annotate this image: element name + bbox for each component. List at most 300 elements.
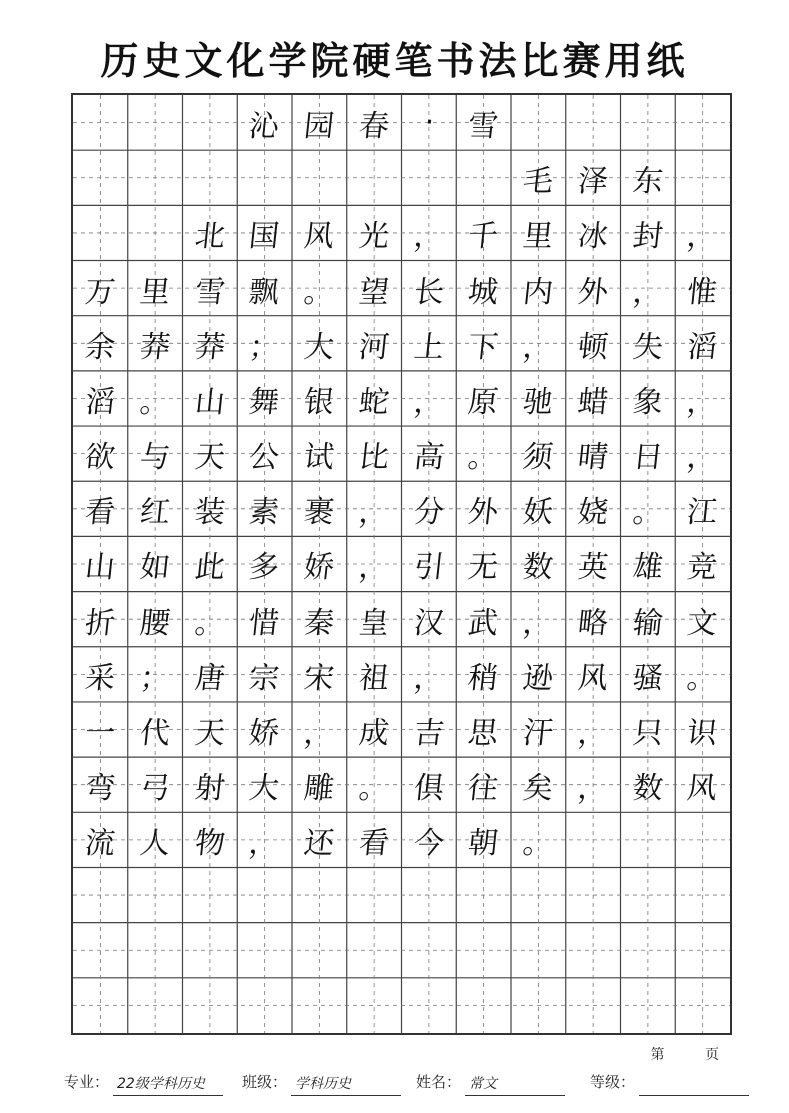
handwritten-character: 矣 bbox=[521, 770, 555, 806]
grid-cell bbox=[456, 261, 511, 316]
grid-cell bbox=[183, 812, 238, 867]
handwritten-character: 顿 bbox=[575, 329, 610, 365]
grid-cell bbox=[566, 978, 621, 1033]
grid-cell bbox=[237, 261, 292, 316]
grid-cell bbox=[183, 867, 238, 922]
handwritten-character bbox=[234, 150, 295, 205]
grid-cell bbox=[347, 371, 402, 426]
grid-cell bbox=[402, 261, 457, 316]
writing-grid bbox=[71, 93, 732, 1035]
grid-cell bbox=[292, 812, 347, 867]
grid-cell bbox=[183, 261, 238, 316]
grid-cell bbox=[347, 426, 402, 481]
grid-cell bbox=[566, 923, 621, 978]
grid-cell bbox=[511, 481, 566, 536]
grid-cell bbox=[511, 592, 566, 647]
grid-cell bbox=[347, 481, 402, 536]
grid-cell bbox=[675, 867, 730, 922]
handwritten-character: 比 bbox=[356, 439, 391, 475]
grid-cell bbox=[675, 812, 730, 867]
grid-cell bbox=[402, 95, 457, 150]
handwritten-character: 还 bbox=[302, 825, 336, 861]
handwritten-character: 园 bbox=[302, 108, 336, 144]
handwritten-character bbox=[234, 978, 295, 1033]
handwritten-character: ， bbox=[356, 494, 391, 530]
handwritten-character: 北 bbox=[192, 218, 227, 254]
grid-cell bbox=[511, 702, 566, 757]
grid-cell bbox=[73, 592, 128, 647]
grid-cell bbox=[347, 316, 402, 371]
grid-cell bbox=[237, 978, 292, 1033]
handwritten-character: 高 bbox=[411, 439, 446, 475]
handwritten-character: 看 bbox=[83, 494, 117, 530]
handwritten-character: 原 bbox=[466, 384, 501, 420]
handwritten-character: 今 bbox=[411, 825, 446, 861]
grid-cell bbox=[402, 536, 457, 591]
handwritten-character: 风 bbox=[575, 660, 610, 696]
handwritten-character bbox=[70, 95, 131, 150]
grid-cell bbox=[183, 647, 238, 702]
handwritten-character bbox=[563, 95, 624, 150]
major-label: 专业： bbox=[64, 1073, 110, 1091]
handwritten-character: 。 bbox=[137, 384, 172, 420]
handwritten-character bbox=[180, 150, 241, 205]
grid-cell bbox=[237, 702, 292, 757]
grid-cell bbox=[621, 481, 676, 536]
handwritten-character: 下 bbox=[466, 329, 501, 365]
grid-cell bbox=[621, 867, 676, 922]
grid-cell bbox=[566, 371, 621, 426]
handwritten-character bbox=[125, 978, 186, 1033]
handwritten-character: ， bbox=[521, 605, 555, 641]
grid-cell bbox=[402, 812, 457, 867]
grid-cell bbox=[456, 95, 511, 150]
handwritten-character: 。 bbox=[302, 274, 336, 310]
grid-cell bbox=[347, 536, 402, 591]
handwritten-character: 红 bbox=[137, 494, 172, 530]
grid-cell bbox=[128, 481, 183, 536]
handwritten-character bbox=[125, 867, 186, 922]
handwritten-character: 人 bbox=[137, 825, 172, 861]
grid-cell bbox=[675, 316, 730, 371]
handwritten-character bbox=[453, 978, 514, 1033]
grid-cell bbox=[566, 150, 621, 205]
handwritten-character bbox=[180, 923, 241, 978]
handwritten-character bbox=[70, 867, 131, 922]
grid-cell bbox=[292, 757, 347, 812]
handwritten-character: 余 bbox=[83, 329, 117, 365]
handwritten-character: 。 bbox=[466, 439, 501, 475]
grid-cell bbox=[128, 812, 183, 867]
handwritten-character: ， bbox=[575, 715, 610, 751]
handwritten-character: 弯 bbox=[83, 770, 117, 806]
grid-cell bbox=[237, 923, 292, 978]
grid-cell bbox=[456, 536, 511, 591]
handwritten-character bbox=[180, 95, 241, 150]
grid-cell bbox=[237, 481, 292, 536]
handwritten-character: 蜡 bbox=[575, 384, 610, 420]
handwritten-character: 数 bbox=[630, 770, 665, 806]
handwritten-character: 内 bbox=[521, 274, 555, 310]
grid-cell bbox=[402, 647, 457, 702]
grid-cell bbox=[292, 923, 347, 978]
handwritten-character: 略 bbox=[575, 605, 610, 641]
handwritten-character: 引 bbox=[411, 549, 446, 585]
handwritten-character: ， bbox=[356, 549, 391, 585]
handwritten-character: 大 bbox=[247, 770, 282, 806]
handwritten-character: 骚 bbox=[630, 660, 665, 696]
handwritten-character: ， bbox=[521, 329, 555, 365]
grid-cell bbox=[402, 923, 457, 978]
handwritten-character bbox=[399, 923, 460, 978]
grid-cell bbox=[128, 536, 183, 591]
handwritten-character: 射 bbox=[192, 770, 227, 806]
handwritten-character bbox=[672, 150, 733, 205]
handwritten-character bbox=[180, 867, 241, 922]
grid-cell bbox=[402, 205, 457, 260]
grid-cell bbox=[347, 150, 402, 205]
handwritten-character bbox=[453, 150, 514, 205]
grade-label: 等级： bbox=[590, 1073, 636, 1091]
grid-cell bbox=[675, 261, 730, 316]
grid-cell bbox=[621, 592, 676, 647]
handwritten-character: 冰 bbox=[575, 218, 610, 254]
grid-cell bbox=[511, 205, 566, 260]
grid-cell bbox=[237, 95, 292, 150]
grid-cell bbox=[675, 757, 730, 812]
handwritten-character: 宋 bbox=[302, 660, 336, 696]
handwritten-character: 稍 bbox=[466, 660, 501, 696]
handwritten-character bbox=[399, 978, 460, 1033]
grid-cell bbox=[237, 536, 292, 591]
handwritten-character bbox=[125, 95, 186, 150]
handwritten-character: ， bbox=[247, 825, 282, 861]
grid-cell bbox=[73, 261, 128, 316]
grid-cell bbox=[675, 702, 730, 757]
handwritten-character: 只 bbox=[630, 715, 665, 751]
grid-cell bbox=[347, 647, 402, 702]
grid-cell bbox=[621, 812, 676, 867]
grid-cell bbox=[237, 647, 292, 702]
handwritten-character bbox=[508, 867, 569, 922]
handwritten-character: 折 bbox=[83, 605, 117, 641]
handwritten-character bbox=[125, 923, 186, 978]
grid-cell bbox=[456, 150, 511, 205]
handwritten-character bbox=[344, 978, 405, 1033]
handwritten-character: 腰 bbox=[137, 605, 172, 641]
handwritten-character: 须 bbox=[521, 439, 555, 475]
handwritten-character bbox=[289, 923, 350, 978]
grid-cell bbox=[675, 205, 730, 260]
handwritten-character bbox=[125, 205, 186, 260]
grid-cell bbox=[402, 702, 457, 757]
handwritten-character: 河 bbox=[356, 329, 391, 365]
handwritten-character bbox=[672, 978, 733, 1033]
grade-field bbox=[590, 1068, 749, 1096]
grade-value bbox=[639, 1072, 749, 1096]
handwritten-character: 识 bbox=[685, 715, 720, 751]
grid-cell bbox=[675, 923, 730, 978]
grid-cell bbox=[237, 426, 292, 481]
grid-cell bbox=[402, 867, 457, 922]
grid-cell bbox=[675, 95, 730, 150]
handwritten-character: 光 bbox=[356, 218, 391, 254]
grid-cell bbox=[73, 923, 128, 978]
handwritten-character: 。 bbox=[521, 825, 555, 861]
grid-cell bbox=[402, 150, 457, 205]
grid-cell bbox=[347, 261, 402, 316]
handwritten-character: 银 bbox=[302, 384, 336, 420]
handwritten-character: 与 bbox=[137, 439, 172, 475]
handwritten-character bbox=[70, 205, 131, 260]
grid-cell bbox=[511, 812, 566, 867]
handwritten-character: 娇 bbox=[247, 715, 282, 751]
grid-cell bbox=[456, 867, 511, 922]
grid-cell bbox=[128, 371, 183, 426]
handwritten-character: 。 bbox=[356, 770, 391, 806]
handwritten-character: 吉 bbox=[411, 715, 446, 751]
grid-cell bbox=[73, 978, 128, 1033]
handwritten-character: 物 bbox=[192, 825, 227, 861]
major-field bbox=[64, 1068, 223, 1096]
grid-cell bbox=[621, 978, 676, 1033]
grid-cell bbox=[456, 812, 511, 867]
grid-cell bbox=[456, 205, 511, 260]
handwritten-character: 失 bbox=[630, 329, 665, 365]
grid-cell bbox=[73, 426, 128, 481]
grid-cell bbox=[183, 481, 238, 536]
grid-cell bbox=[73, 95, 128, 150]
grid-cell bbox=[511, 978, 566, 1033]
handwritten-character bbox=[289, 978, 350, 1033]
grid-cell bbox=[237, 205, 292, 260]
grid-cell bbox=[511, 371, 566, 426]
grid-cell bbox=[621, 426, 676, 481]
grid-cell bbox=[128, 316, 183, 371]
handwritten-character bbox=[672, 95, 733, 150]
handwritten-character: 惜 bbox=[247, 605, 282, 641]
grid-cell bbox=[128, 978, 183, 1033]
handwritten-character: 雪 bbox=[192, 274, 227, 310]
handwritten-character bbox=[399, 150, 460, 205]
grid-cell bbox=[73, 812, 128, 867]
handwritten-character: 采 bbox=[83, 660, 117, 696]
handwritten-character bbox=[344, 923, 405, 978]
grid-cell bbox=[566, 95, 621, 150]
handwritten-character: 数 bbox=[521, 549, 555, 585]
handwritten-character: 试 bbox=[302, 439, 336, 475]
grid-cell bbox=[347, 205, 402, 260]
grid-cell bbox=[402, 978, 457, 1033]
grid-cell bbox=[621, 757, 676, 812]
handwritten-character bbox=[563, 812, 624, 867]
handwritten-character bbox=[672, 812, 733, 867]
grid-cell bbox=[456, 702, 511, 757]
handwritten-character bbox=[618, 812, 679, 867]
handwritten-character bbox=[508, 95, 569, 150]
grid-cell bbox=[675, 426, 730, 481]
handwritten-character: 国 bbox=[247, 218, 282, 254]
grid-cell bbox=[621, 205, 676, 260]
handwritten-character: 宗 bbox=[247, 660, 282, 696]
grid-cell bbox=[128, 95, 183, 150]
handwritten-character: 东 bbox=[630, 163, 665, 199]
handwritten-character: 望 bbox=[356, 274, 391, 310]
grid-cell bbox=[73, 647, 128, 702]
grid-cell bbox=[347, 702, 402, 757]
handwritten-character: ， bbox=[685, 384, 720, 420]
handwritten-character: 英 bbox=[575, 549, 610, 585]
handwritten-character: ， bbox=[685, 439, 720, 475]
grid-cell bbox=[237, 592, 292, 647]
grid-cell bbox=[511, 536, 566, 591]
handwritten-character: 唐 bbox=[192, 660, 227, 696]
grid-cell bbox=[237, 316, 292, 371]
handwritten-character: 风 bbox=[302, 218, 336, 254]
grid-cell bbox=[566, 205, 621, 260]
grid-cell bbox=[183, 150, 238, 205]
handwritten-character: 舞 bbox=[247, 384, 282, 420]
grid-cell bbox=[183, 371, 238, 426]
handwritten-character bbox=[618, 978, 679, 1033]
grid-cell bbox=[292, 205, 347, 260]
handwritten-character bbox=[618, 95, 679, 150]
grid-cell bbox=[347, 95, 402, 150]
grid-cell bbox=[456, 316, 511, 371]
grid-cell bbox=[456, 426, 511, 481]
grid-cell bbox=[128, 426, 183, 481]
handwritten-character: 山 bbox=[83, 549, 117, 585]
grid-cell bbox=[347, 867, 402, 922]
handwritten-character: 娇 bbox=[302, 549, 336, 585]
handwritten-character: ， bbox=[411, 660, 446, 696]
grid-cell bbox=[621, 95, 676, 150]
grid-cell bbox=[73, 867, 128, 922]
handwritten-character: 裹 bbox=[302, 494, 336, 530]
grid-cell bbox=[621, 702, 676, 757]
grid-cell bbox=[292, 536, 347, 591]
grid-cell bbox=[292, 702, 347, 757]
grid-cell bbox=[511, 426, 566, 481]
handwritten-character: 俱 bbox=[411, 770, 446, 806]
grid-cell bbox=[128, 702, 183, 757]
handwritten-character: 万 bbox=[83, 274, 117, 310]
handwritten-character: ， bbox=[302, 715, 336, 751]
handwritten-character: 日 bbox=[630, 439, 665, 475]
grid-cell bbox=[237, 757, 292, 812]
handwritten-character bbox=[563, 867, 624, 922]
grid-cell bbox=[183, 923, 238, 978]
handwritten-character: 江 bbox=[685, 494, 720, 530]
handwritten-character: 公 bbox=[247, 439, 282, 475]
grid-cell bbox=[566, 867, 621, 922]
handwritten-character: 惟 bbox=[685, 274, 720, 310]
handwritten-character: 。 bbox=[630, 494, 665, 530]
handwritten-character: 滔 bbox=[685, 329, 720, 365]
grid-cell bbox=[292, 426, 347, 481]
grid-cell bbox=[292, 261, 347, 316]
grid-cell bbox=[566, 702, 621, 757]
grid-cell bbox=[183, 702, 238, 757]
grid-cell bbox=[292, 316, 347, 371]
handwritten-character: 逊 bbox=[521, 660, 555, 696]
handwritten-character: ， bbox=[685, 218, 720, 254]
grid-cell bbox=[73, 702, 128, 757]
grid-cell bbox=[237, 150, 292, 205]
handwritten-character: 一 bbox=[83, 715, 117, 751]
grid-cell bbox=[566, 316, 621, 371]
grid-cell bbox=[621, 371, 676, 426]
grid-cell bbox=[292, 95, 347, 150]
grid-cell bbox=[511, 867, 566, 922]
page-number-label: 第 页 bbox=[650, 1047, 737, 1063]
class-label: 班级： bbox=[242, 1073, 288, 1091]
grid-cell bbox=[566, 592, 621, 647]
grid-cell bbox=[456, 647, 511, 702]
grid-cell bbox=[292, 867, 347, 922]
grid-cell bbox=[183, 316, 238, 371]
grid-cell bbox=[675, 481, 730, 536]
grid-cell bbox=[511, 647, 566, 702]
grid-cell bbox=[292, 592, 347, 647]
handwritten-character: 如 bbox=[137, 549, 172, 585]
grid-cell bbox=[347, 978, 402, 1033]
handwritten-character: 里 bbox=[137, 274, 172, 310]
handwritten-character: 天 bbox=[192, 715, 227, 751]
grid-cell bbox=[621, 647, 676, 702]
grid-cell bbox=[566, 647, 621, 702]
handwritten-character: 天 bbox=[192, 439, 227, 475]
grid-cell bbox=[292, 978, 347, 1033]
grid-cell bbox=[566, 536, 621, 591]
grid-cell bbox=[675, 592, 730, 647]
handwritten-character bbox=[70, 978, 131, 1033]
class-field bbox=[242, 1068, 401, 1096]
handwritten-character bbox=[180, 978, 241, 1033]
handwritten-character bbox=[70, 150, 131, 205]
grid-cell bbox=[621, 150, 676, 205]
handwritten-character bbox=[453, 867, 514, 922]
grid-cell bbox=[128, 923, 183, 978]
handwritten-character: 沁 bbox=[247, 108, 282, 144]
grid-cell bbox=[402, 481, 457, 536]
grid-cell bbox=[183, 757, 238, 812]
grid-cell bbox=[73, 205, 128, 260]
grid-cell bbox=[347, 592, 402, 647]
grid-cell bbox=[621, 923, 676, 978]
handwritten-character: 分 bbox=[411, 494, 446, 530]
grid-cell bbox=[621, 536, 676, 591]
grid-cell bbox=[511, 95, 566, 150]
grid-cell bbox=[402, 757, 457, 812]
handwritten-character bbox=[70, 923, 131, 978]
grid-cell bbox=[237, 371, 292, 426]
grid-cell bbox=[73, 371, 128, 426]
handwritten-character: 飘 bbox=[247, 274, 282, 310]
grid-cell bbox=[675, 647, 730, 702]
handwritten-character: 流 bbox=[83, 825, 117, 861]
grid-cell bbox=[73, 316, 128, 371]
handwritten-character: 雪 bbox=[466, 108, 501, 144]
handwritten-character: 风 bbox=[685, 770, 720, 806]
handwritten-character bbox=[563, 978, 624, 1033]
handwritten-character: 皇 bbox=[356, 605, 391, 641]
handwritten-character bbox=[234, 923, 295, 978]
handwritten-character: 妖 bbox=[521, 494, 555, 530]
handwritten-character bbox=[289, 867, 350, 922]
handwritten-character: 输 bbox=[630, 605, 665, 641]
handwritten-character: 此 bbox=[192, 549, 227, 585]
